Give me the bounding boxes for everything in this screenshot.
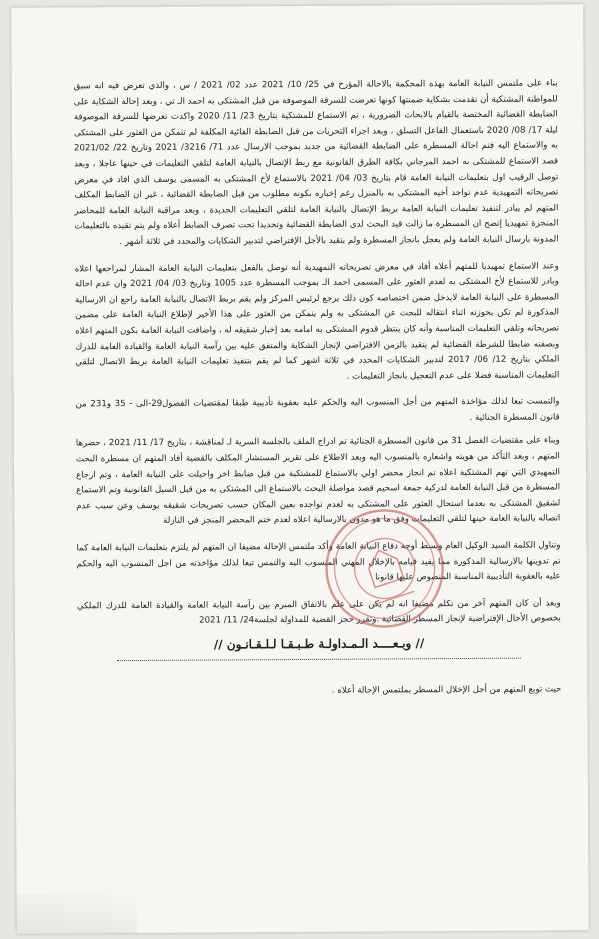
dotted-divider [117, 657, 521, 660]
paragraph-final: حيث توبع المتهم من أجل الإخلال المسطر بملتمس الإحالة أعلاه . [331, 684, 562, 696]
paper-shadow [17, 893, 137, 934]
paragraph-prosecutor-statement: وتناول الكلمة السيد الوكيل العام وبسط أوجه دفاع النيابة العامة وأكد ملتمس الإحالة مضيفا ان المتهم لم يلتزم بتعليمات النيابة العامة كما تم تدوينها بالارسالية المذكورة مما يفيد قيامه بالإخلال المهني المنسوب اليه والتمس تبعا لذلك مؤاخذته من اجل المنسوب اليه والحكم عليه بالعقوبة التأديبية المناسبة المنصوص عليها قانونا [76, 540, 561, 583]
paragraph-request: والتمست تبعا لذلك مؤاخذة المتهم من أجل المنسوب اليه والحكم عليه بعقوبة تأديبية طبقا لمقتضيات الفصول29-الى - 35 و231 من قانون المسطرة الجنائية . [75, 396, 560, 423]
paragraph-preliminary-hearing: وعند الاستماع تمهيديا للمتهم أعلاه أفاد في معرض تصريحاته التمهيدية أنه توصل بالفعل بتعليمات النيابة العامة المشار لمراجعها اعلاه وبادر للاستماع لأخ المشتكى به لعدم العثور على المسمى احمد الـ بموجب المسطرة عدد 1005 وتاريخ 03/ 04/ 2021 وان عدم احالة المسطرة على النيابة العامة لايدخل ضمن اختصاصه كون ذلك يرجع لرئيس المركز ولم يقم بربط الاتصال بالنيابة العامة راجع ان الارسالية المذكورة لم تكن بحوزته اثناء انتقاله للبحث عن المشتكى به ولم يتمكن من العثور على هذا الأخير لإطلاع النيابة العامة على مضمن تصريحاته وتلقي التعليمات المناسبة وأنه كان ينتظر قدوم المشتكى به امامه بعد إخبار شقيقه له ، واضافت النيابة العامة بكون المتهم اعلاه وبصفته ضابطا للشرطة القضائية لم يتقيد بالزمن الافتراضي لإنجاز الشكاية والمتفق عليه بين رآسة النيابة العامة والقيادة العامة للدرك الملكي بتاريخ 12/ 06/ 2017 لتدبير الشكايات المحدد في ثلاثة اشهر كما لم يقم بتنفيذ تعليمات النيابة العامة بربط الاتصال لتلقي التعليمات المناسبة فضلا على عدم التعجيل بانجاز التعليمات . [74, 260, 560, 382]
document-page [11, 4, 589, 933]
paragraph-referral: بناء على ملتمس النيابة العامة بهذه المحكمة بالاحالة المؤرخ في 25/ 10/ 2021 عدد 02/ 2021 / س ، والذي تعرض فيه انه سبق للمواطنة المشتكية أن تقدمت بشكاية ضمنتها كونها تعرضت للسرقة الموصوفة من قبل المشتكى به احمد الـ تي ، وبعد إحالة الشكاية على الضابطة القضائية المختصة بالقيام بالابحاث الضرورية ، تم الاستماع للمشتكية بتاريخ 23/ 11/ 2020 واكدت تعرضها للسرقة الموصوفة ليلة 17/ 08/ 2020 باستعمال الفاعل التسلق ، وبعد اجراء التحريات من قبل الضابطة الفائية المكلفة لم تتمكن من العثور على المشتكى به والاستماع اليه فتم احالة المسطرة على الضابطة القضائية من جديد بموجب الارسال عدد 71/ 3216/ 2021 وتاريخ 22/ 2021/02 قصد الاستماع للمشتكى به احمد المرجاني بكافة الطرق القانونية مع ربط الإتصال بالنيابة العامة لتلقي التعليمات في حينها عاجلا ، وبعد توصل الرقيب اول بتعليمات النيابة العامة قام بتاريخ 03/ 04/ 2021 بالاستماع لأخ المشتكى به المسمى يوسف الذي افاد في معرض تصريحاته التمهيدية عدم تواجد أخيه المشتكى به بالمنزل رغم إخباره بكونه مطلوب من قبل الضابطة القضائية ، غير ان الضابط المكلف المتهم لم يبادر لتنفيذ تعليمات النيابة العامة بربط الإتصال بالنيابة العامة لتلقي التعليمات الجديدة ، وبعد مراقبة النيابة العامة للمحاضر المنجزة تمهيديا إتضح ان المسطرة ما زالت قيد البحث لدى الضابطة القضائية وتحديدا تحت تصرف الضابط أعلاه ولم يتم تقيده بالتعليمات المدونة بارسال النيابة العامة ولم يعجل بانجاز المسطرة ولم يتقيد بالأجل الإفتراضي لتدبير الشكايات والمحدد في ثلاثة أشهر . [73, 78, 559, 248]
paragraph-session: وبناء على مقتضيات الفصل 31 من قانون المسطرة الجنائية تم ادراج الملف بالجلسة السرية لـ لمناقشة ، بتاريخ 17/ 11/ 2021 ، حضرها المتهم ، وبعد التأكد من هويته واشعاره بالمنسوب اليه وبعد الاطلاع على تقرير المستشار المكلف بالقضية أفاد المتهم ان مسطرة البحث التمهيدي التي تهم المشتكية اعلاه تم انجاز محضر اولي بالاستماع للمشتكية من قبل ضابط اخر واحيلت على النيابة العامة ، وتم ارجاع المسطرة من قبل النيابة العامة لدركية جمعة اسحيم قصد مواصلة البحث بالاستماع الى المشتكى به من قبل السيل القانونية وتم الاستماع لشقيق المشتكى به بعدما استحال العثور على المشتكى به لعدم تواجده بعين المكان حسب تصريحات شقيقه يوسف وعن سبب عدم اتصاله بالنيابة العامة حينها لتلقي التعليمات وفق ما هو مدون بالارسالية اعلاه لعدم ختم المحضر المنجز في النازلة [75, 435, 561, 527]
document-body [74, 76, 562, 711]
deliberation-heading: // وبـعــــد الـمـداولـة طـبـقـا لـلـقـانـون // [213, 636, 425, 652]
paragraph-deliberation: وبعد أن كان المتهم آخر من تكلم مضيفا انه لم يكن على علم بالاتفاق المبرم بين رآسة النيابة العامة والقيادة العامة للدرك الملكي بخصوص الأجال الإفتراضية لإنجاز المسطر القضائية .وتقرر حجز القضية للمداولة لجلسة24/ 11/ 2021 [76, 598, 561, 627]
